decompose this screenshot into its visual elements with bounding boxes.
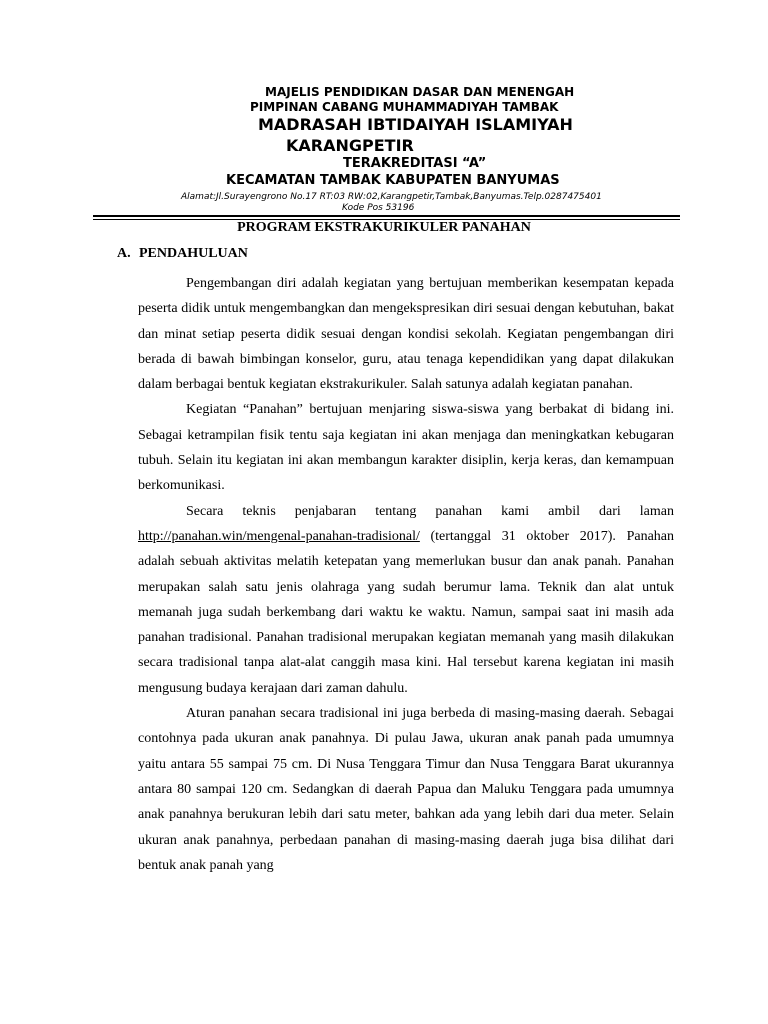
paragraph-2: Kegiatan “Panahan” bertujuan menjaring siswa-siswa yang berbakat di bidang ini. Sebagai ketrampilan fisik tentu saja kegiatan ini akan menjaga dan meningkatkan kebugaran tubuh. Selain itu kegiatan ini akan membangun karakter disiplin, kerja keras, dan kemampuan berkomunikasi.	[138, 402, 674, 494]
paragraph-4: Aturan panahan secara tradisional ini juga berbeda di masing-masing daerah. Sebagai contohnya pada ukuran anak panahnya. Di pulau Jawa, ukuran anak panah pada umumnya yaitu antara 55 sampai 75 cm. Di Nusa Tenggara Timur dan Nusa Tenggara Barat ukurannya antara 80 sampai 120 cm. Sedangkan di daerah Papua dan Maluku Tenggara pada umumnya anak panahnya berukuran lebih dari satu meter, bahkan ada yang lebih dari dua meter. Selain ukuran anak panahnya, perbedaan panahan di masing-masing daerah juga bisa dilihat dari bentuk anak panah yang	[138, 706, 674, 873]
document-title: PROGRAM EKSTRAKURIKULER PANAHAN	[237, 220, 531, 235]
letterhead-school-name: MADRASAH IBTIDAIYAH ISLAMIYAH	[258, 115, 573, 134]
paragraph-3	[138, 499, 674, 701]
letterhead-line-majelis: MAJELIS PENDIDIKAN DASAR DAN MENENGAH	[265, 85, 575, 99]
letterhead-school-name-cont: KARANGPETIR	[286, 136, 414, 155]
paragraph-3-rest: (tertanggal 31 oktober 2017). Panahan adalah sebuah aktivitas melatih ketepatan yang memerlukan busur dan anak panah. Panahan merupakan salah satu jenis olahraga yang sudah berumur lama. Teknik dan alat untuk memanah juga sudah berkembang dari waktu ke waktu. Namun, sampai saat ini masih ada panahan tradisional. Panahan tradisional merupakan kegiatan memanah yang masih dilakukan secara tradisional tanpa alat-alat canggih masa kini. Hal tersebut karena kegiatan ini masih mengusung budaya kerajaan dari zaman dahulu.	[138, 528, 674, 696]
paragraph-1: Pengembangan diri adalah kegiatan yang bertujuan memberikan kesempatan kepada peserta didik untuk mengembangkan dan mengekspresikan diri sesuai dengan kebutuhan, bakat dan minat setiap peserta didik sesuai dengan kondisi sekolah. Kegiatan pengembangan diri berada di bawah bimbingan konselor, guru, atau tenaga kependidikan yang dapat dilakukan dalam berbagai bentuk kegiatan ekstrakurikuler. Salah satunya adalah kegiatan panahan.	[138, 276, 674, 393]
letterhead-district: KECAMATAN TAMBAK KABUPATEN BANYUMAS	[226, 173, 560, 188]
letterhead-rule-thick	[93, 215, 680, 217]
section-title: PENDAHULUAN	[139, 246, 248, 261]
letterhead-address: Alamat:Jl.Surayengrono No.17 RT:03 RW:02,Karangpetir,Tambak,Banyumas.Telp.0287475401	[181, 192, 602, 202]
section-number: A.	[117, 246, 131, 261]
section-heading	[117, 246, 248, 262]
document-body	[138, 271, 674, 878]
letterhead-postal-code: Kode Pos 53196	[342, 203, 415, 213]
letterhead-accreditation: TERAKREDITASI “A”	[343, 156, 487, 171]
letterhead-line-pimpinan: PIMPINAN CABANG MUHAMMADIYAH TAMBAK	[250, 100, 559, 114]
paragraph-3-intro: Secara teknis penjabaran tentang panahan kami ambil dari laman	[186, 503, 674, 519]
source-link[interactable]: http://panahan.win/mengenal-panahan-tradisional/	[138, 528, 420, 544]
